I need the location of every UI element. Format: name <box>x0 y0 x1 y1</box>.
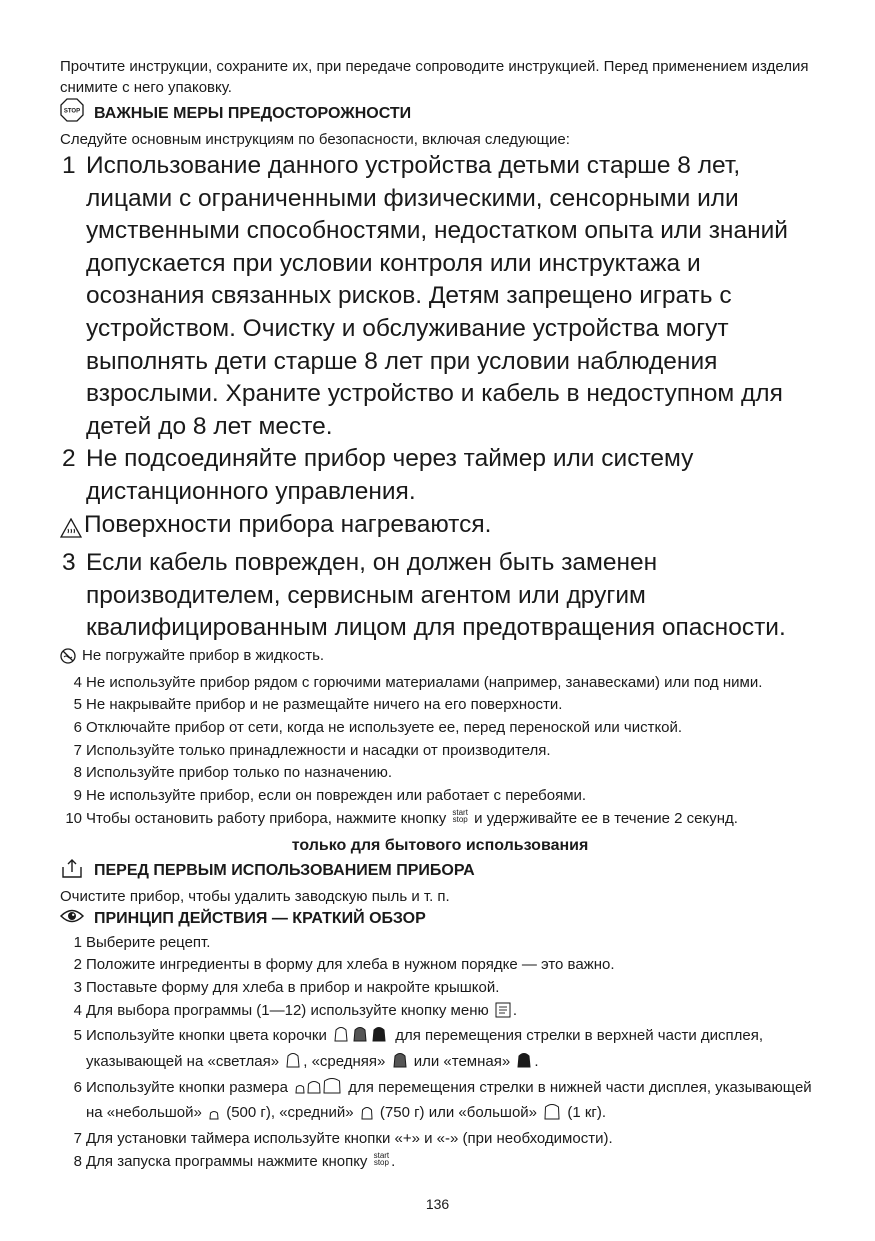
page-number: 136 <box>425 1196 450 1212</box>
list-item: 7 Используйте только принадлежности и насадки от производителя. <box>73 741 551 759</box>
safety-subtitle: Следуйте основным инструкциям по безопасности, включая следующие: <box>60 131 570 148</box>
start-stop-icon: start stop <box>373 1150 390 1167</box>
list-item: 4 Для выбора программы (1—12) используйте кнопку меню . <box>60 1000 820 1026</box>
medium-crust-icon <box>392 1051 408 1077</box>
list-item: 3 Поставьте форму для хлеба в прибор и накройте крышкой. <box>73 978 500 996</box>
small-loaf-icon <box>208 1105 220 1128</box>
crust-color-buttons-icon <box>333 1025 389 1051</box>
safety-heading-text: ВАЖНЫЕ МЕРЫ ПРЕДОСТОРОЖНОСТИ <box>94 104 412 122</box>
list-item: 2 Положите ингредиенты в форму для хлеба в нужном порядке — это важно. <box>73 956 615 974</box>
stop-icon <box>60 98 84 129</box>
svg-text:STOP: STOP <box>63 108 81 115</box>
menu-button-icon <box>495 1002 511 1026</box>
before-first-use-text: Очистите прибор, чтобы удалить заводскую пыль и т. п. <box>60 887 450 905</box>
list-item: 6 Отключайте прибор от сети, когда не используете ее, перед переноской или чисткой. <box>73 719 683 737</box>
light-crust-icon <box>285 1051 301 1077</box>
list-item: 4 Не используйте прибор рядом с горючими материалами (например, занавесками) или под ними. <box>73 673 763 691</box>
household-note: только для бытового использования <box>291 836 589 854</box>
list-item: 1 Выберите рецепт. <box>73 933 211 951</box>
principle-list <box>60 932 820 1174</box>
hot-surface-icon <box>60 509 84 548</box>
list-item: 3 Если кабель поврежден, он должен быть заменен производителем, сервисным агентом или другим квалифицированным лицом для предотвращения опасности. <box>62 549 786 642</box>
principle-heading <box>60 907 820 932</box>
large-loaf-icon <box>543 1102 561 1128</box>
list-item: 8 Для запуска программы нажмите кнопку start stop . <box>73 1150 396 1170</box>
no-immerse-warning: Не погружайте прибор в жидкость. <box>60 645 820 672</box>
unpack-icon <box>60 857 84 886</box>
eye-icon <box>60 907 84 932</box>
big-instructions <box>60 150 820 645</box>
list-item: 10 Чтобы остановить работу прибора, нажмите кнопку start stop и удерживайте ее в течение 2 секунд. <box>65 807 738 827</box>
list-item: 6 Используйте кнопки размера для перемещения стрелки в нижней части дисплея, указывающей на «небольшой» (500 г), «средний» (750 г) или «большой» (1 кг). <box>60 1077 820 1128</box>
hot-surface-warning: Поверхности прибора нагреваются. <box>60 509 820 548</box>
intro-text: Прочтите инструкции, сохраните их, при передаче сопроводите инструкцией. Перед применением изделия снимите с него упаковку. <box>60 58 809 96</box>
start-stop-icon: start stop <box>452 807 468 824</box>
list-item: 7 Для установки таймера используйте кнопки «+» и «-» (при необходимости). <box>73 1130 613 1148</box>
list-item: 5 Не накрывайте прибор и не размещайте ничего на его поверхности. <box>73 696 563 714</box>
dark-crust-icon <box>516 1051 532 1077</box>
list-item: 8 Используйте прибор только по назначению. <box>73 764 393 782</box>
list-item: 2 Не подсоединяйте прибор через таймер или систему дистанционного управления. <box>62 445 694 505</box>
list-item: 5 Используйте кнопки цвета корочки для перемещения стрелки в верхней части дисплея, указывающей на «светлая» , «средняя» или «темная» . <box>60 1025 820 1076</box>
list-item: 1 Использование данного устройства детьми старше 8 лет, лицами с ограниченными физическими, сенсорными или умственными способностями, недостатком опыта или знаний допускается при условии контроля или инструктажа и осознания связанных рисков. Детям запрещено играть с устройством. Очистку и обслуживание устройства могут выполнять дети старше 8 лет при условии наблюдения взрослыми. Храните устройство и кабель в недоступном для детей до 8 лет месте. <box>62 152 788 440</box>
safety-heading <box>60 98 820 129</box>
loaf-size-buttons-icon <box>294 1077 342 1103</box>
principle-title: ПРИНЦИП ДЕЙСТВИЯ — КРАТКИЙ ОБЗОР <box>94 910 426 928</box>
medium-loaf-icon <box>360 1104 374 1128</box>
before-first-use-heading <box>60 857 820 886</box>
manual-page <box>60 56 820 1174</box>
before-first-use-title: ПЕРЕД ПЕРВЫМ ИСПОЛЬЗОВАНИЕМ ПРИБОРА <box>94 862 475 880</box>
small-instructions <box>60 645 820 831</box>
list-item: 9 Не используйте прибор, если он поврежден или работает с перебоями. <box>73 787 587 805</box>
no-immerse-icon <box>60 645 82 672</box>
